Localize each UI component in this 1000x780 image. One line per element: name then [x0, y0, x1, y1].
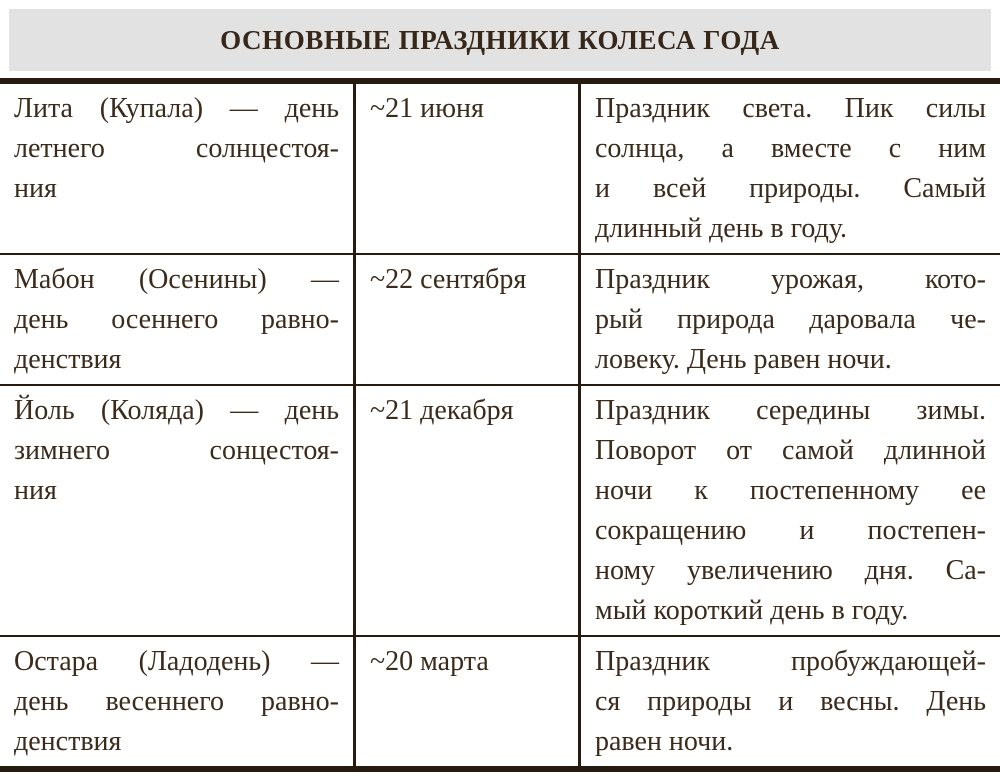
- holiday-date-cell: ~21 июня: [356, 84, 581, 253]
- holiday-name-cell: Мабон (Осенины) — день осеннего равно- денствия: [0, 255, 356, 384]
- table-title: ОСНОВНЫЕ ПРАЗДНИКИ КОЛЕСА ГОДА: [220, 24, 780, 55]
- holiday-date-cell: ~22 сентября: [356, 255, 581, 384]
- table-row-lita: [0, 84, 1000, 255]
- holiday-name-cell: Остара (Ладодень) — день весеннего равно- денствия: [0, 637, 356, 766]
- holiday-name-cell: Лита (Купала) — день летнего солнцестоя- ния: [0, 84, 356, 253]
- holiday-description-cell: Праздник урожая, кото- рый природа даровала че- ловеку. День равен ночи.: [595, 264, 986, 375]
- holiday-description-cell: Праздник середины зимы. Поворот от самой длинной ночи к постепенному ее сокращению и постепен- ному увеличению дня. Са- мый короткий день в году.: [595, 395, 986, 626]
- holiday-date-cell: ~21 декабря: [356, 386, 581, 635]
- holiday-description-cell: Праздник света. Пик силы солнца, а вместе с ним и всей природы. Самый длинный день в году.: [595, 93, 986, 244]
- holiday-name-cell: Йоль (Коляда) — день зимнего сонцестоя- ния: [0, 386, 356, 635]
- holiday-description-cell: Праздник пробуждающей- ся природы и весны. День равен ночи.: [595, 646, 986, 757]
- table-row-yule: [0, 386, 1000, 637]
- table-row-ostara: [0, 637, 1000, 766]
- holiday-date-cell: ~20 марта: [356, 637, 581, 766]
- table-title-band: [9, 9, 991, 71]
- holidays-table: [0, 78, 1000, 772]
- table-row-mabon: [0, 255, 1000, 386]
